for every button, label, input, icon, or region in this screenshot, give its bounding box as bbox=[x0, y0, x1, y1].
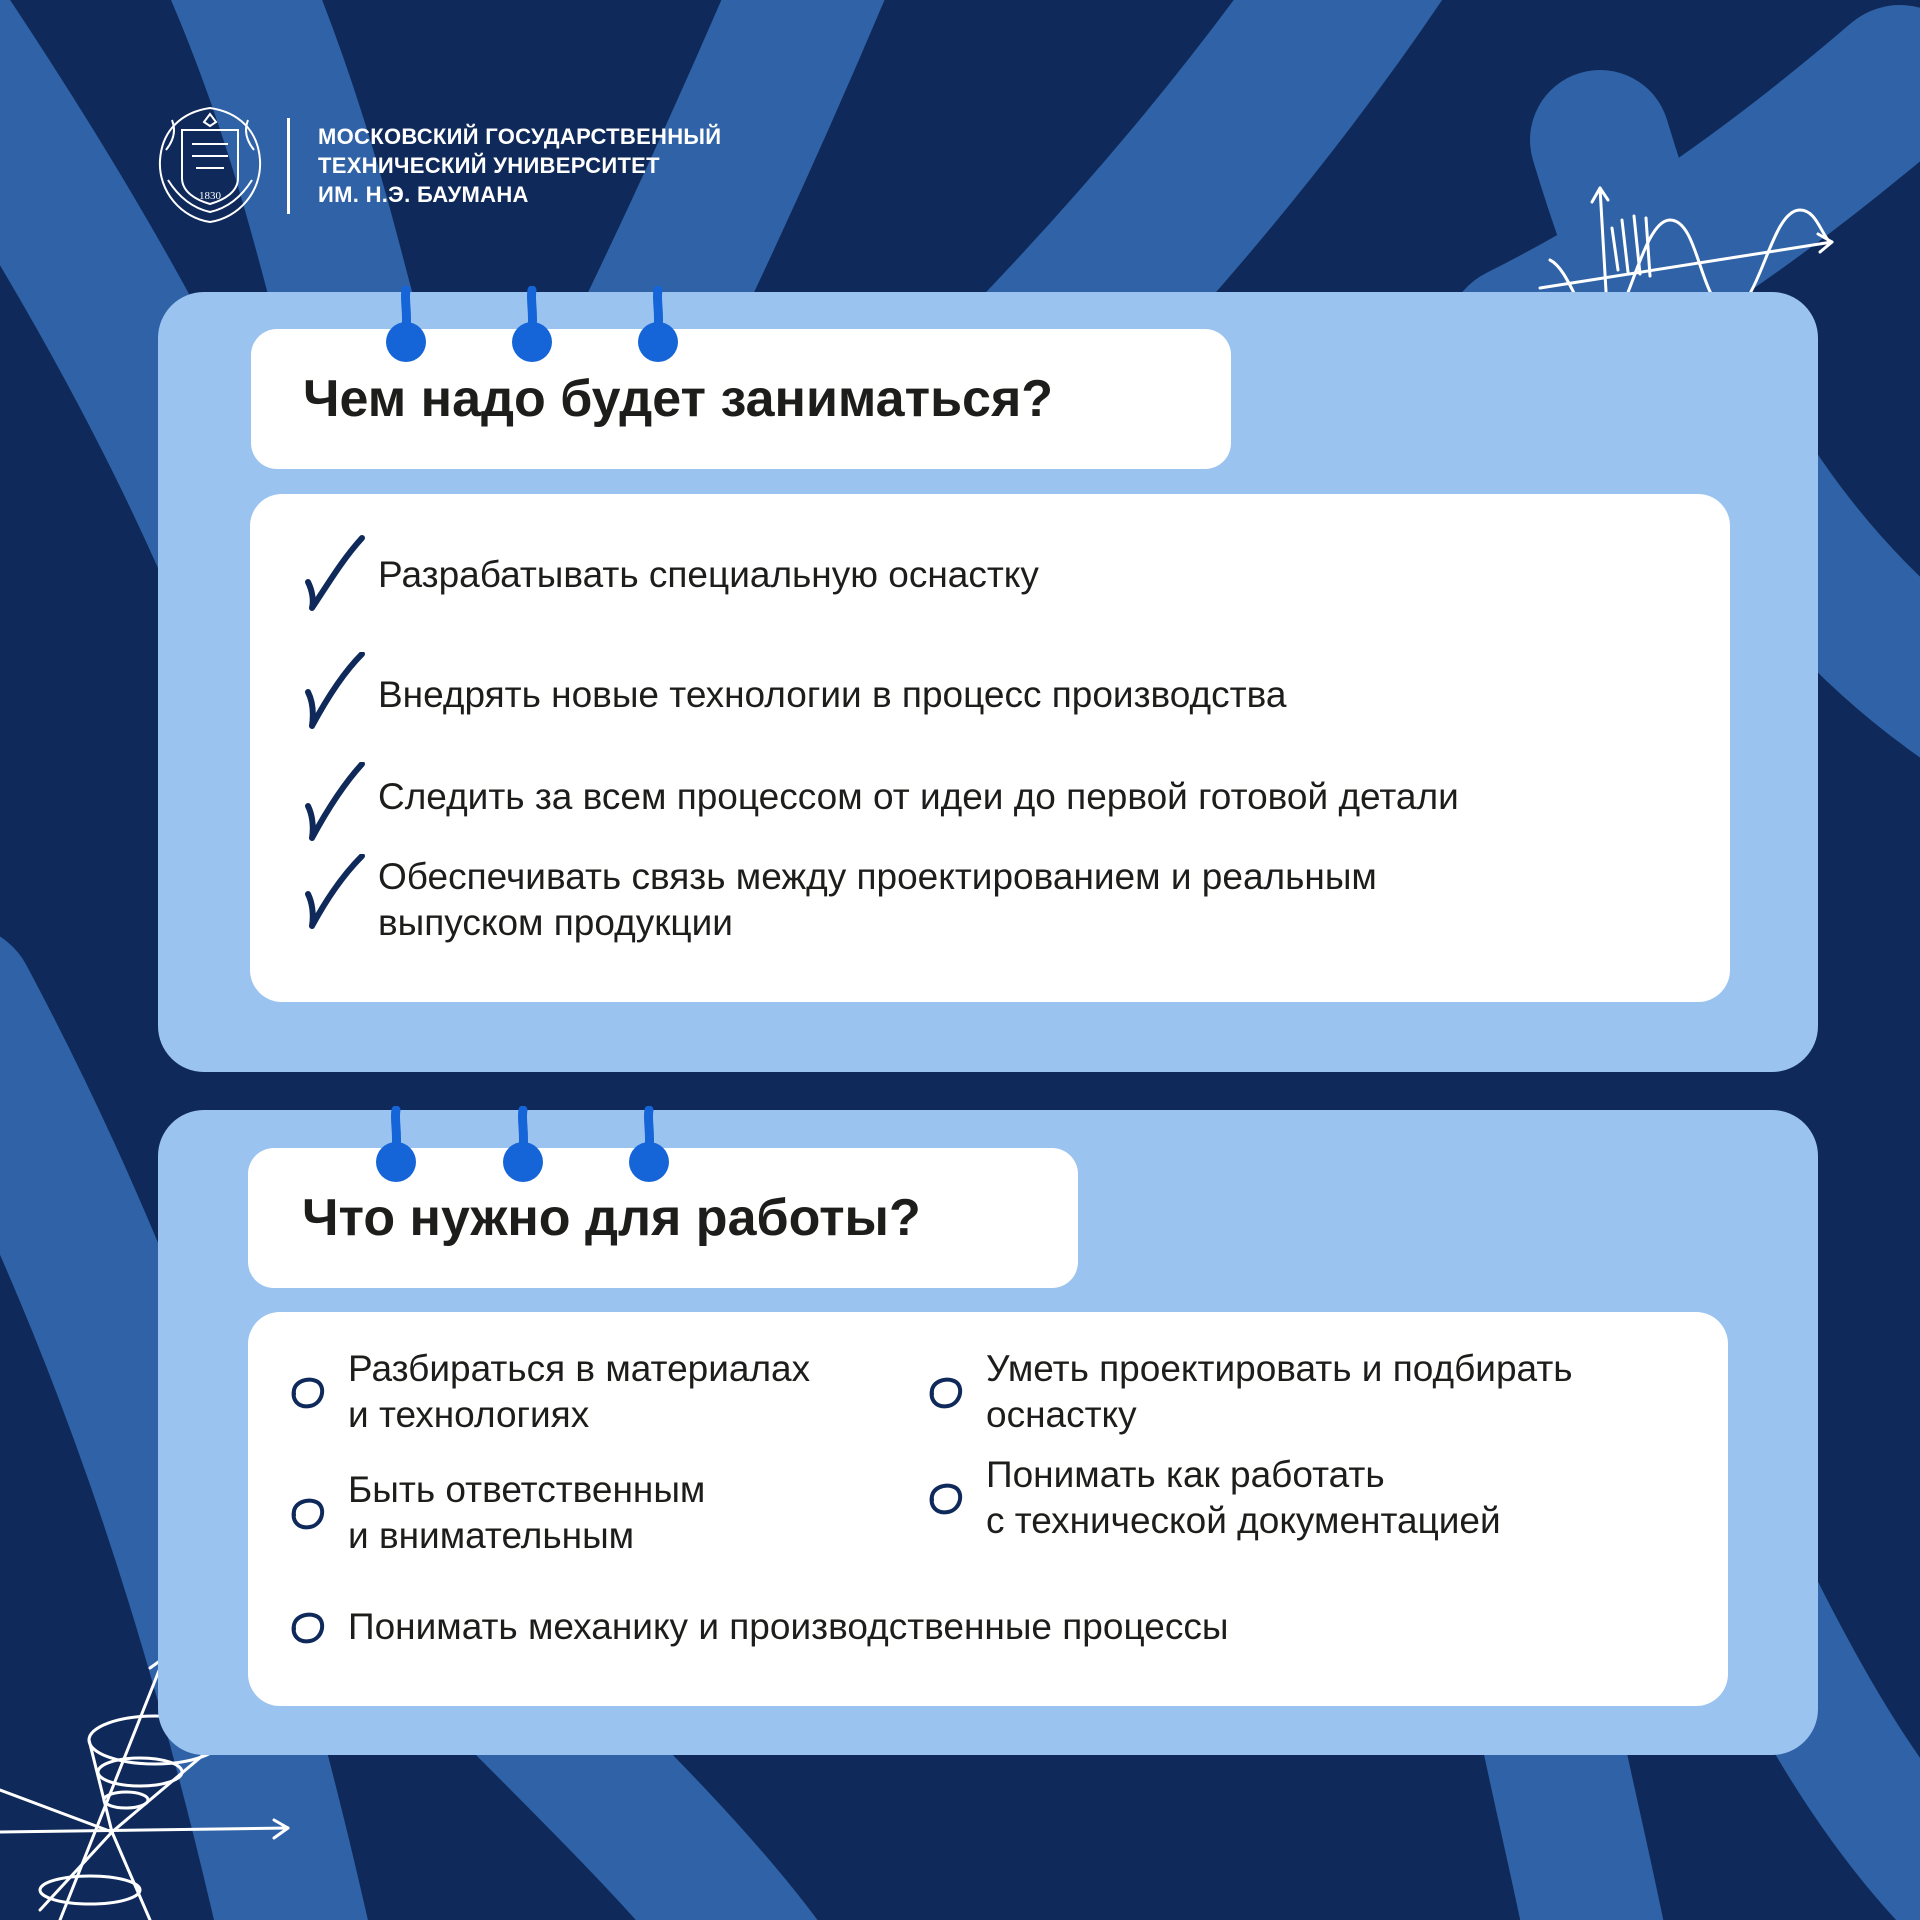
duty-text-line-2: выпуском продукции bbox=[378, 902, 733, 943]
duty-item bbox=[302, 854, 1377, 946]
circle-bullet-icon bbox=[924, 1478, 966, 1518]
requirement-text: Понимать механику и производственные процессы bbox=[348, 1606, 1229, 1647]
logo-divider bbox=[287, 118, 290, 214]
duties-panel bbox=[158, 292, 1818, 1072]
requirements-title: Что нужно для работы? bbox=[302, 1189, 921, 1247]
duty-text: Внедрять новые технологии в процесс производства bbox=[378, 674, 1287, 715]
duties-title: Чем надо будет заниматься? bbox=[303, 370, 1054, 428]
duties-list-card bbox=[250, 494, 1730, 1002]
requirements-list-card bbox=[248, 1312, 1728, 1706]
circle-bullet-icon bbox=[286, 1372, 328, 1412]
requirement-text-line-1: Понимать как работать bbox=[986, 1454, 1385, 1495]
requirement-text bbox=[986, 1452, 1501, 1544]
requirements-panel bbox=[158, 1110, 1818, 1755]
check-icon bbox=[302, 854, 368, 934]
university-name-line-2: ТЕХНИЧЕСКИЙ УНИВЕРСИТЕТ bbox=[318, 153, 660, 178]
pin-icon bbox=[636, 286, 680, 366]
pin-icon bbox=[374, 1106, 418, 1186]
circle-bullet-icon bbox=[924, 1372, 966, 1412]
pin-icon bbox=[510, 286, 554, 366]
duty-text: Следить за всем процессом от идеи до первой готовой детали bbox=[378, 776, 1459, 817]
circle-bullet-icon bbox=[286, 1607, 328, 1647]
requirement-text bbox=[348, 1346, 810, 1438]
requirement-text-line-2: оснастку bbox=[986, 1394, 1137, 1435]
duty-text: Разрабатывать специальную оснастку bbox=[378, 554, 1039, 595]
university-name bbox=[318, 122, 721, 209]
requirement-item bbox=[924, 1452, 1501, 1544]
pin-icon bbox=[501, 1106, 545, 1186]
check-icon bbox=[302, 652, 368, 732]
duty-text bbox=[378, 854, 1377, 946]
duty-item bbox=[302, 762, 1459, 842]
requirement-item bbox=[286, 1604, 1228, 1650]
pin-icon bbox=[384, 286, 428, 366]
university-logo bbox=[152, 100, 872, 230]
emblem-icon bbox=[152, 100, 268, 226]
requirement-item bbox=[286, 1467, 705, 1559]
requirement-text-line-2: и технологиях bbox=[348, 1394, 590, 1435]
circle-bullet-icon bbox=[286, 1493, 328, 1533]
university-name-line-1: МОСКОВСКИЙ ГОСУДАРСТВЕННЫЙ bbox=[318, 124, 722, 149]
requirement-text-line-2: с технической документацией bbox=[986, 1500, 1501, 1541]
requirement-item bbox=[924, 1346, 1573, 1438]
requirement-text-line-1: Быть ответственным bbox=[348, 1469, 706, 1510]
requirement-text bbox=[348, 1467, 705, 1559]
requirement-text-line-1: Разбираться в материалах bbox=[348, 1348, 811, 1389]
check-icon bbox=[302, 762, 368, 842]
university-name-line-3: ИМ. Н.Э. БАУМАНА bbox=[318, 182, 529, 207]
check-icon bbox=[302, 534, 368, 614]
requirement-text-line-1: Уметь проектировать и подбирать bbox=[986, 1348, 1573, 1389]
svg-text:1830: 1830 bbox=[199, 190, 221, 202]
pin-icon bbox=[627, 1106, 671, 1186]
requirement-item bbox=[286, 1346, 810, 1438]
duty-item bbox=[302, 652, 1286, 732]
requirement-text bbox=[986, 1346, 1573, 1438]
duty-text-line-1: Обеспечивать связь между проектированием и реальным bbox=[378, 856, 1377, 897]
duty-item bbox=[302, 534, 1039, 614]
requirement-text-line-2: и внимательным bbox=[348, 1515, 635, 1556]
